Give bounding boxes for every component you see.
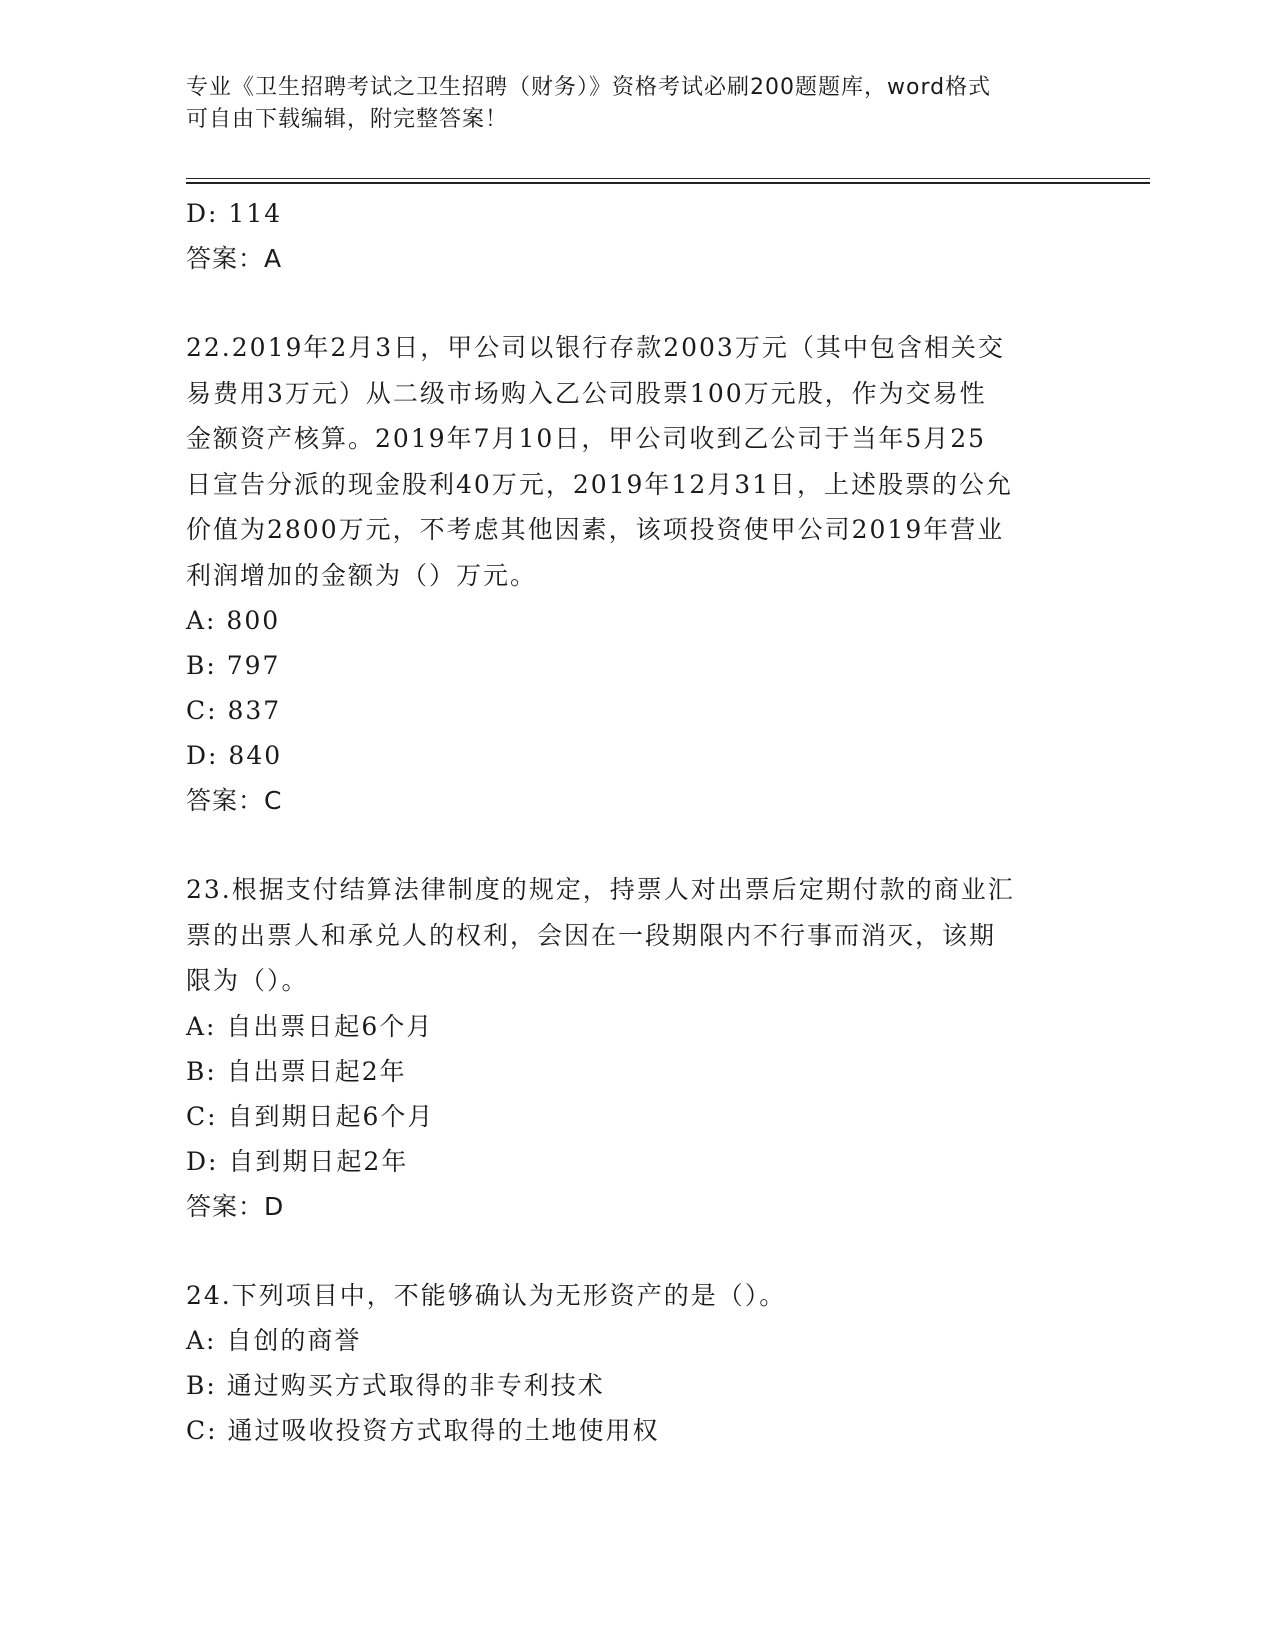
question-22 [186, 325, 1086, 823]
header-divider-thick [186, 182, 1150, 184]
option-c: C: 自到期日起6个月 [186, 1101, 435, 1131]
stem-line: 日宣告分派的现金股利40万元，2019年12月31日，上述股票的公允 [186, 469, 1014, 499]
question-24 [186, 1273, 1086, 1454]
previous-question-tail [186, 191, 1086, 281]
stem-line: 利润增加的金额为（）万元。 [186, 560, 538, 590]
stem-line: 易费用3万元）从二级市场购入乙公司股票100万元股，作为交易性 [186, 378, 987, 408]
question-stem [186, 867, 1086, 1004]
answer-line: 答案：C [186, 786, 283, 815]
option-d: D: 自到期日起2年 [186, 1146, 409, 1176]
header-divider-thin [186, 178, 1150, 179]
option-a: A: 800 [186, 606, 281, 635]
option-a: A: 自出票日起6个月 [186, 1011, 434, 1041]
stem-line: 金额资产核算。2019年7月10日，甲公司收到乙公司于当年5月25 [186, 424, 987, 453]
question-stem [186, 1273, 1086, 1319]
option-b: B: 797 [186, 651, 281, 680]
document-header [186, 72, 1066, 136]
option-d: D: 114 [186, 199, 283, 228]
stem-line: 24.下列项目中，不能够确认为无形资产的是（）。 [186, 1280, 787, 1310]
answer-line: 答案：D [186, 1191, 285, 1221]
question-23 [186, 867, 1086, 1229]
stem-line: 23.根据支付结算法律制度的规定，持票人对出票后定期付款的商业汇 [186, 875, 1015, 904]
header-line-1: 专业《卫生招聘考试之卫生招聘（财务）》资格考试必刷200题题库，word格式 [186, 75, 992, 100]
stem-line: 价值为2800万元，不考虑其他因素，该项投资使甲公司2019年营业 [186, 515, 1005, 544]
option-c: C: 837 [186, 696, 282, 725]
stem-line: 限为（）。 [186, 966, 309, 995]
option-a: A: 自创的商誉 [186, 1326, 362, 1355]
question-stem [186, 325, 1086, 598]
stem-line: 票的出票人和承兑人的权利，会因在一段期限内不行事而消灭，该期 [186, 920, 997, 950]
option-b: B: 通过购买方式取得的非专利技术 [186, 1371, 605, 1400]
question-list [186, 191, 1086, 1453]
option-b: B: 自出票日起2年 [186, 1056, 407, 1086]
option-c: C: 通过吸收投资方式取得的土地使用权 [186, 1416, 660, 1445]
answer-line: 答案：A [186, 244, 283, 273]
stem-line: 22.2019年2月3日，甲公司以银行存款2003万元（其中包含相关交 [186, 333, 1005, 362]
header-line-2: 可自由下载编辑，附完整答案！ [186, 107, 509, 132]
option-d: D: 840 [186, 741, 283, 770]
